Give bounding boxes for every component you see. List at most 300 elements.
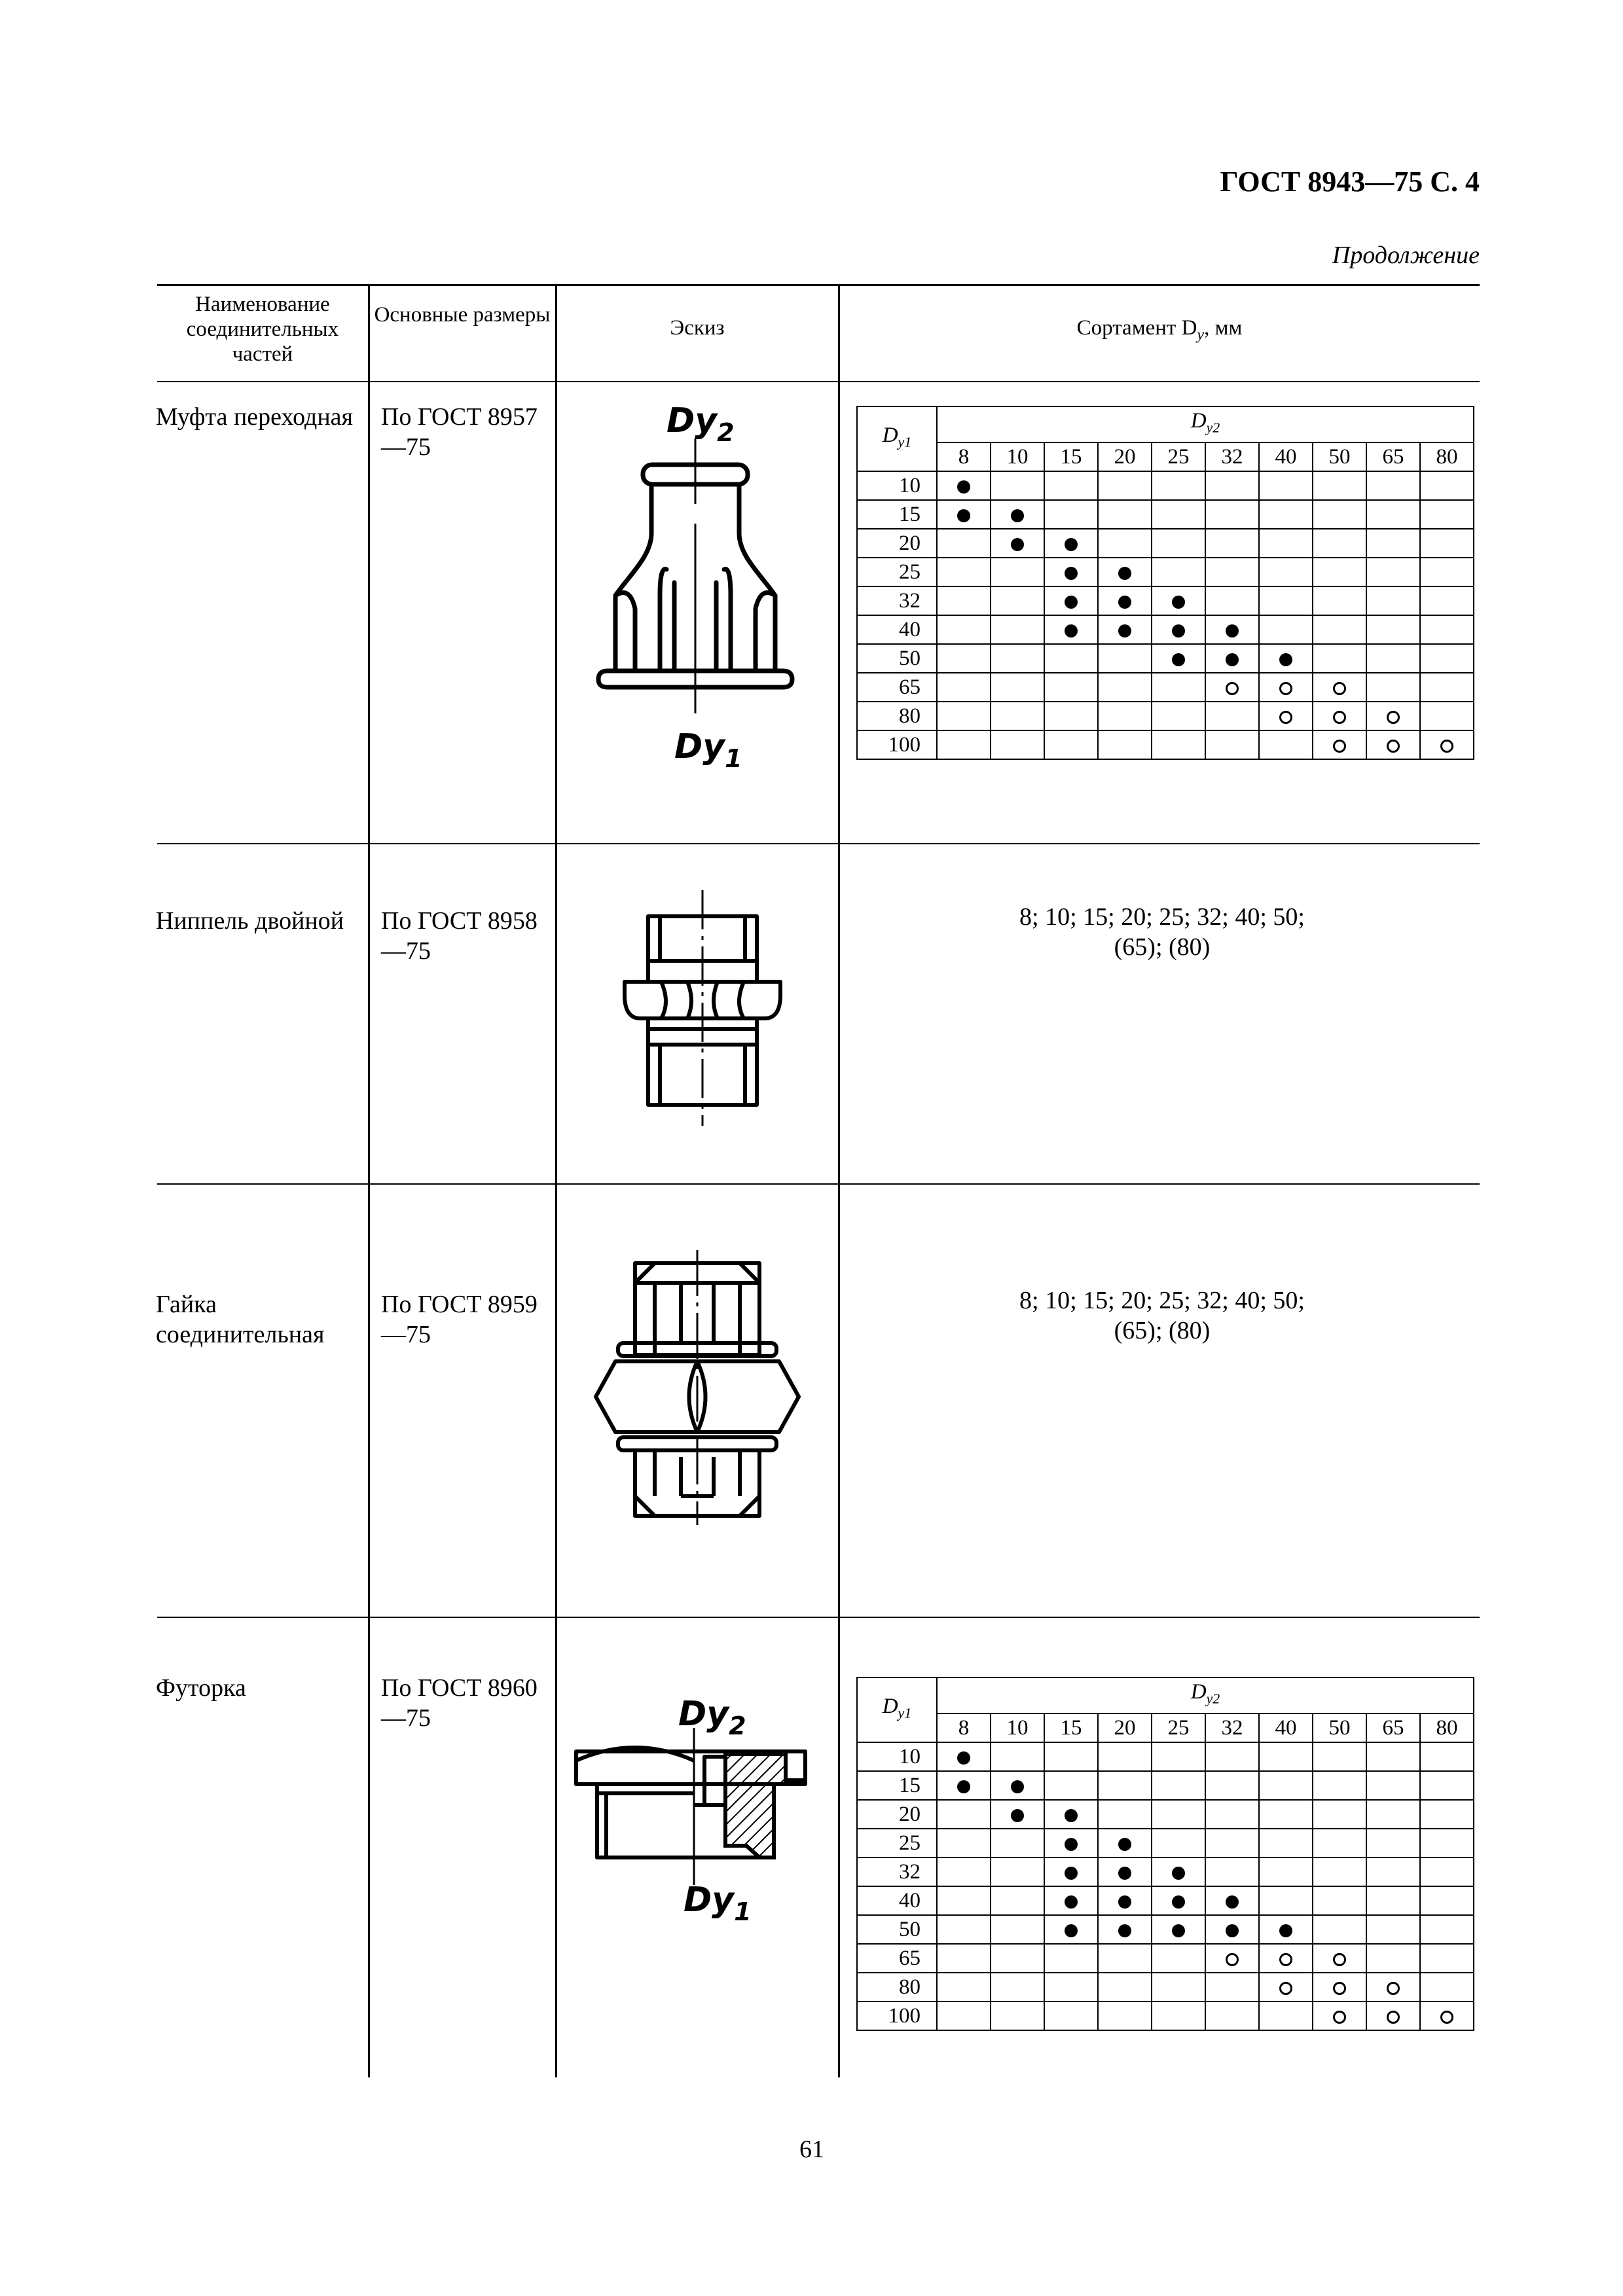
bushing-top-label: $Dy_2$ [678,1695,746,1740]
grid-cell [1313,644,1366,673]
grid-cell [1420,1742,1474,1771]
grid-cell [1313,702,1366,730]
grid-cell [1313,500,1366,529]
filled-dot-icon [1226,1895,1239,1909]
grid-cell [1205,1886,1259,1915]
grid-cell [1366,702,1420,730]
grid-cell [1313,1829,1366,1857]
table-row [857,615,1474,644]
column-label: 20 [1098,1713,1152,1742]
grid-cell [1098,730,1152,759]
grid-cell [1420,1857,1474,1886]
header-name: Наименование соединительных частей [186,293,339,366]
row3-sizes-line1: 8; 10; 15; 20; 25; 32; 40; 50; [1019,1287,1305,1314]
col-divider-3 [838,284,840,843]
open-circle-icon [1279,711,1292,724]
grid-cell [1366,1857,1420,1886]
open-circle-icon [1279,1953,1292,1966]
grid-cell [1420,1771,1474,1800]
grid-cell [1313,558,1366,586]
grid-cell [1044,615,1098,644]
row-label: 65 [857,1944,937,1973]
row1-standard: По ГОСТ 8957—75 [381,403,538,461]
grid-cell [1420,1915,1474,1944]
row-label: 100 [857,2001,937,2030]
grid-cell [1366,1771,1420,1800]
union-nut-sketch [589,1250,805,1525]
table-row [857,1771,1474,1800]
grid-cell [1205,471,1259,500]
grid-cell [937,558,991,586]
assortment-grid [856,406,1474,760]
grid-cell [1366,644,1420,673]
grid-cell [937,1800,991,1829]
grid-cell [1366,471,1420,500]
grid-cell [1152,1944,1205,1973]
row-divider-2 [157,1183,1480,1185]
grid-cell [1044,500,1098,529]
grid-cell [1259,702,1313,730]
grid-cell [1313,1973,1366,2001]
table-row [857,1915,1474,1944]
grid-cell [1205,558,1259,586]
grid-cell [1098,615,1152,644]
grid-cell [1366,1944,1420,1973]
open-circle-icon [1226,1953,1239,1966]
filled-dot-icon [1065,567,1078,580]
grid-cell [1259,1857,1313,1886]
grid-cell [1152,500,1205,529]
row-label: 80 [857,702,937,730]
filled-dot-icon [1118,567,1131,580]
grid-cell [1259,1886,1313,1915]
filled-dot-icon [1279,653,1292,666]
grid-cell [1098,1800,1152,1829]
filled-dot-icon [1065,596,1078,609]
grid-cell [1098,500,1152,529]
grid-cell [1259,644,1313,673]
grid-cell [1152,673,1205,702]
grid-cell [937,1742,991,1771]
filled-dot-icon [1172,624,1185,637]
page-number: 61 [799,2136,824,2163]
column-label: 80 [1420,442,1474,471]
grid-cell [1098,1944,1152,1973]
grid-cell [1152,1771,1205,1800]
grid-cell [1205,1742,1259,1771]
column-label: 8 [937,442,991,471]
table-row [857,1973,1474,2001]
row4-name: Футорка [156,1674,246,1702]
column-label: 80 [1420,1713,1474,1742]
grid-cell [1313,615,1366,644]
grid-cell [1366,1742,1420,1771]
grid-cell [937,586,991,615]
grid-cell [1098,1742,1152,1771]
grid-cell [1044,1886,1098,1915]
grid-cell [1044,1800,1098,1829]
filled-dot-icon [1011,538,1024,551]
grid-cell [1420,615,1474,644]
filled-dot-icon [957,480,970,493]
grid-cell [1205,586,1259,615]
grid-cell [937,615,991,644]
filled-dot-icon [1279,1924,1292,1937]
grid-cell [1044,1973,1098,2001]
grid-cell [1044,558,1098,586]
grid-cell [1098,1857,1152,1886]
grid-cell [1152,2001,1205,2030]
open-circle-icon [1333,682,1346,695]
grid-cell [1152,471,1205,500]
row-label: 20 [857,1800,937,1829]
column-label: 65 [1366,442,1420,471]
column-label: 10 [991,442,1044,471]
table-top-rule [157,284,1480,286]
filled-dot-icon [1172,653,1185,666]
grid-cell [1044,1771,1098,1800]
grid-cell [1152,615,1205,644]
row-label: 20 [857,529,937,558]
grid-cell [1044,1857,1098,1886]
grid-cell [1259,529,1313,558]
open-circle-icon [1440,740,1453,753]
filled-dot-icon [1065,1809,1078,1822]
grid-cell [1259,1973,1313,2001]
grid-cell [1366,586,1420,615]
filled-dot-icon [1011,509,1024,522]
table-row [857,1944,1474,1973]
filled-dot-icon [957,1780,970,1793]
grid-cell [1259,2001,1313,2030]
grid-cell [1366,500,1420,529]
grid-cell [1098,1771,1152,1800]
table-row [857,558,1474,586]
grid-cell [1420,1973,1474,2001]
grid-cell [1098,529,1152,558]
grid-cell [1366,730,1420,759]
open-circle-icon [1387,740,1400,753]
row-label: 50 [857,1915,937,1944]
column-label: 25 [1152,1713,1205,1742]
row3-name: Гайка соединительная [156,1291,325,1348]
table-row [857,1800,1474,1829]
table-header-rule [157,381,1480,382]
grid-cell [1044,1742,1098,1771]
filled-dot-icon [1118,1838,1131,1851]
table-row [857,702,1474,730]
grid-cell [1313,1915,1366,1944]
grid-cell [1205,500,1259,529]
column-label: 40 [1259,1713,1313,1742]
row-label: 40 [857,1886,937,1915]
row-label: 10 [857,471,937,500]
open-circle-icon [1333,740,1346,753]
coupling-sketch [589,399,812,772]
grid-cell [1098,673,1152,702]
grid-cell [1420,529,1474,558]
grid-cell [1205,1857,1259,1886]
table-row [857,586,1474,615]
grid-cell [1152,586,1205,615]
grid-cell [1313,471,1366,500]
grid-cell [1205,673,1259,702]
filled-dot-icon [1118,1867,1131,1880]
open-circle-icon [1440,2011,1453,2024]
open-circle-icon [1333,2011,1346,2024]
grid-cell [1366,1915,1420,1944]
filled-dot-icon [1065,624,1078,637]
row-header-cell: $D_{у1}$ [857,406,937,471]
open-circle-icon [1226,682,1239,695]
filled-dot-icon [1172,596,1185,609]
grid-cell [1098,1829,1152,1857]
grid-cell [1313,1800,1366,1829]
col-header-cell: $D_{у2}$ [937,1677,1474,1713]
grid-cell [1152,702,1205,730]
filled-dot-icon [1065,1895,1078,1909]
grid-cell [1098,702,1152,730]
open-circle-icon [1333,711,1346,724]
grid-cell [1313,2001,1366,2030]
grid-cell [1152,1915,1205,1944]
row2-name: Ниппель двойной [156,907,344,935]
grid-cell [1205,1800,1259,1829]
open-circle-icon [1387,711,1400,724]
assortment-grid [856,1677,1474,2031]
open-circle-icon [1333,1982,1346,1995]
row-label: 100 [857,730,937,759]
grid-cell [1259,1771,1313,1800]
grid-cell [991,1944,1044,1973]
grid-cell [1366,615,1420,644]
grid-cell [1098,558,1152,586]
grid-cell [991,673,1044,702]
coupling-top-label: $Dy_2$ [666,401,735,447]
grid-cell [1420,702,1474,730]
table-row [857,1829,1474,1857]
grid-cell [937,1857,991,1886]
grid-cell [1259,673,1313,702]
header-dims: Основные размеры [374,303,551,327]
filled-dot-icon [1011,1809,1024,1822]
grid-cell [991,615,1044,644]
grid-cell [991,730,1044,759]
grid-cell [1098,1886,1152,1915]
grid-cell [1366,558,1420,586]
grid-cell [1313,1857,1366,1886]
grid-cell [1098,2001,1152,2030]
grid-cell [937,500,991,529]
row1-name: Муфта переходная [156,403,353,431]
grid-cell [1313,1742,1366,1771]
open-circle-icon [1333,1953,1346,1966]
table-row [857,500,1474,529]
grid-cell [1259,1829,1313,1857]
grid-cell [1366,529,1420,558]
grid-cell [1313,529,1366,558]
row-label: 80 [857,1973,937,2001]
filled-dot-icon [1011,1780,1024,1793]
column-label: 10 [991,1713,1044,1742]
column-label: 32 [1205,442,1259,471]
row2-sizes-line1: 8; 10; 15; 20; 25; 32; 40; 50; [1019,903,1305,931]
grid-cell [1420,1800,1474,1829]
open-circle-icon [1387,2011,1400,2024]
grid-cell [991,1771,1044,1800]
column-label: 50 [1313,442,1366,471]
grid-cell [1152,644,1205,673]
page-header: ГОСТ 8943—75 С. 4 [1220,166,1480,198]
grid-cell [991,2001,1044,2030]
grid-cell [937,644,991,673]
row-header-cell: $D_{у1}$ [857,1677,937,1742]
grid-cell [1205,1973,1259,2001]
grid-cell [1044,586,1098,615]
grid-cell [1259,586,1313,615]
grid-cell [1044,702,1098,730]
column-label: 8 [937,1713,991,1742]
filled-dot-icon [1065,1838,1078,1851]
filled-dot-icon [1118,1895,1131,1909]
grid-cell [1205,644,1259,673]
bushing-sketch [563,1689,825,1924]
grid-cell [1313,673,1366,702]
column-label: 25 [1152,442,1205,471]
grid-cell [1420,644,1474,673]
row-divider-3 [157,1617,1480,1618]
assortment-table-2 [856,1677,1474,2031]
grid-cell [1259,558,1313,586]
grid-cell [1098,1973,1152,2001]
row-label: 25 [857,1829,937,1857]
grid-cell [1205,2001,1259,2030]
filled-dot-icon [1118,624,1131,637]
column-label: 15 [1044,1713,1098,1742]
row3-standard: По ГОСТ 8959—75 [381,1291,538,1348]
assortment-table-1 [856,406,1474,760]
row-label: 32 [857,1857,937,1886]
grid-cell [991,1800,1044,1829]
grid-cell [937,702,991,730]
grid-cell [1259,1800,1313,1829]
grid-cell [1152,1742,1205,1771]
grid-cell [1420,1829,1474,1857]
row-label: 32 [857,586,937,615]
grid-cell [937,673,991,702]
grid-cell [937,1973,991,2001]
filled-dot-icon [1065,538,1078,551]
filled-dot-icon [1118,1924,1131,1937]
bushing-bottom-label: $Dy_1$ [684,1880,752,1926]
col-header-cell: $D_{у2}$ [937,406,1474,442]
grid-cell [1420,1944,1474,1973]
grid-cell [1366,2001,1420,2030]
column-label: 15 [1044,442,1098,471]
row4-standard: По ГОСТ 8960—75 [381,1674,538,1732]
row-label: 15 [857,500,937,529]
grid-cell [1420,558,1474,586]
grid-cell [937,1886,991,1915]
grid-cell [1420,673,1474,702]
grid-cell [1420,471,1474,500]
grid-cell [1259,1944,1313,1973]
grid-cell [1044,2001,1098,2030]
grid-cell [1205,1915,1259,1944]
table-row [857,1886,1474,1915]
coupling-bottom-label: $Dy_1$ [674,727,742,773]
filled-dot-icon [1065,1867,1078,1880]
grid-cell [937,730,991,759]
grid-cell [937,1944,991,1973]
grid-cell [1259,1742,1313,1771]
filled-dot-icon [1226,1924,1239,1937]
grid-cell [1152,1829,1205,1857]
grid-cell [1044,471,1098,500]
grid-cell [1313,1886,1366,1915]
grid-cell [1044,1944,1098,1973]
grid-cell [1044,673,1098,702]
grid-cell [1205,1829,1259,1857]
filled-dot-icon [1226,624,1239,637]
filled-dot-icon [1118,596,1131,609]
grid-cell [1420,730,1474,759]
table-row [857,1857,1474,1886]
header-sketch: Эскиз [670,316,725,340]
grid-cell [991,1915,1044,1944]
grid-cell [1259,615,1313,644]
grid-cell [937,1829,991,1857]
row-label: 10 [857,1742,937,1771]
grid-cell [1152,558,1205,586]
grid-cell [1313,730,1366,759]
grid-cell [1205,1944,1259,1973]
grid-cell [1044,644,1098,673]
grid-cell [1044,1915,1098,1944]
grid-cell [1259,471,1313,500]
grid-cell [991,586,1044,615]
row-label: 15 [857,1771,937,1800]
grid-cell [1205,615,1259,644]
continuation-label: Продолжение [1332,242,1480,269]
grid-cell [937,2001,991,2030]
grid-cell [1205,1771,1259,1800]
grid-cell [1152,1886,1205,1915]
grid-cell [937,471,991,500]
table-row [857,471,1474,500]
grid-cell [1313,1771,1366,1800]
column-label: 65 [1366,1713,1420,1742]
table-row [857,529,1474,558]
grid-cell [1152,730,1205,759]
grid-cell [991,529,1044,558]
grid-cell [1420,1886,1474,1915]
grid-cell [991,1742,1044,1771]
grid-cell [1152,1857,1205,1886]
grid-cell [1152,1800,1205,1829]
col-divider-3c [838,1617,840,2077]
row-label: 50 [857,644,937,673]
column-label: 32 [1205,1713,1259,1742]
grid-cell [1044,1829,1098,1857]
header-assortment [839,315,1480,348]
grid-cell [1366,1800,1420,1829]
grid-cell [1205,730,1259,759]
table-row [857,2001,1474,2030]
grid-cell [1259,500,1313,529]
col-divider-2 [555,284,557,2077]
grid-cell [1366,1829,1420,1857]
